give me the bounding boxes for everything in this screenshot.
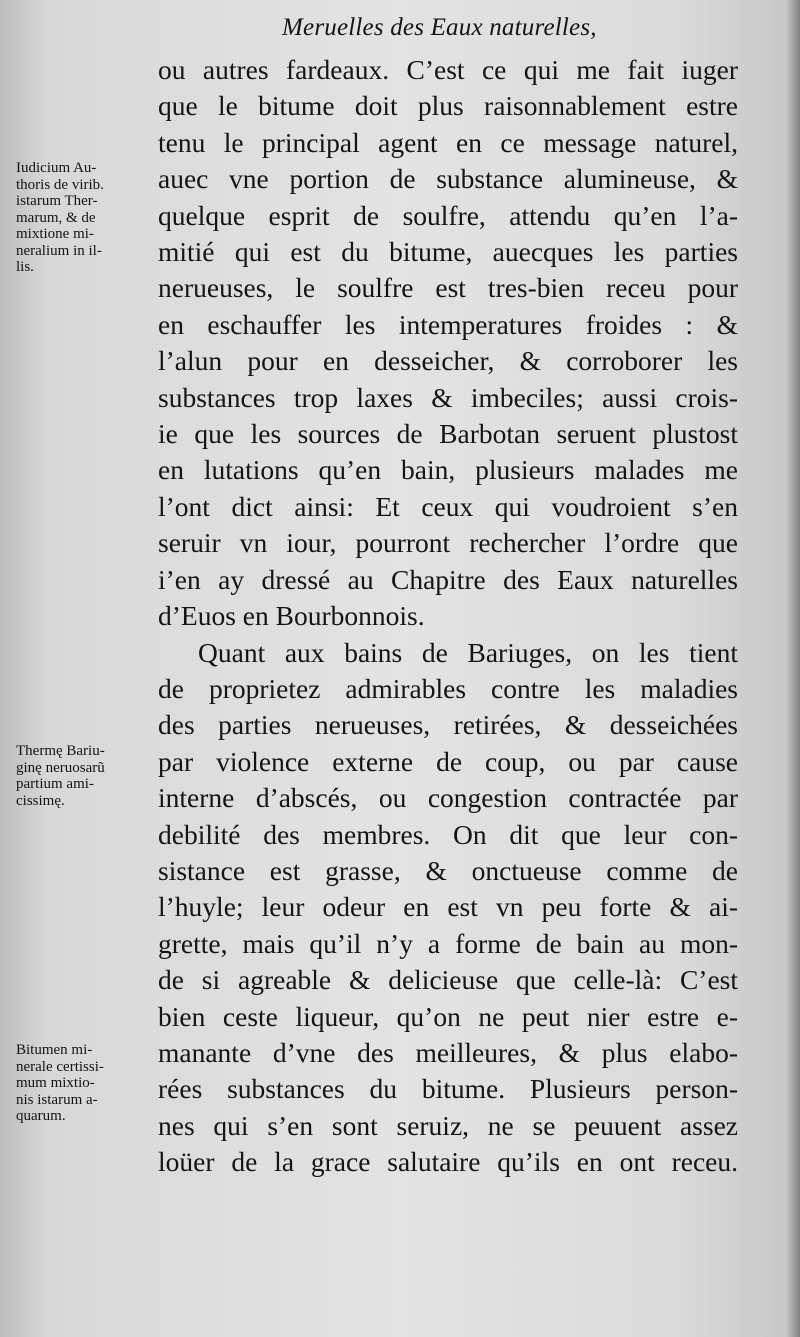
text-line: sistance est grasse, & onctueuse comme de [158, 854, 738, 886]
margin-note-line: lis. [16, 259, 34, 275]
margin-note-line: istarum Ther- [16, 193, 98, 209]
margin-note-thermae [16, 743, 156, 809]
margin-note-line: nerale certissi- [16, 1058, 104, 1075]
margin-note-judgement [16, 160, 156, 276]
text-line: grette, mais qu’il n’y a forme de bain au mon- [158, 927, 738, 959]
text-line: d’Euos en Bourbonnois. [158, 600, 425, 632]
main-text [158, 52, 738, 1181]
text-line: ie que les sources de Barbotan seruent plustost [158, 418, 738, 450]
text-line: seruir vn iour, pourront rechercher l’ordre que [158, 527, 738, 559]
margin-note-line: partium ami- [16, 776, 94, 792]
text-line: quelque esprit de soulfre, attendu qu’en l’a- [158, 199, 738, 231]
running-head: Meruelles des Eaux naturelles, [282, 14, 597, 41]
text-line: i’en ay dressé au Chapitre des Eaux naturelles [158, 563, 738, 595]
text-line: nerueuses, le soulfre est tres-bien receu pour [158, 272, 738, 304]
margin-note-line: ginę neruosarũ [16, 759, 105, 776]
text-line: nes qui s’en sont seruiz, ne se peuuent assez [158, 1109, 738, 1141]
text-line: rées substances du bitume. Plusieurs person- [158, 1073, 738, 1105]
text-line: des parties nerueuses, retirées, & desseichées [158, 709, 738, 741]
text-line: interne d’abscés, ou congestion contractée par [158, 782, 738, 814]
text-line: de proprietez admirables contre les maladies [158, 672, 738, 704]
paragraph-start-line: Quant aux bains de Bariuges, on les tient [198, 636, 738, 668]
text-line: en lutations qu’en bain, plusieurs malades me [158, 454, 738, 486]
text-line: auec vne portion de substance alumineuse, & [158, 163, 738, 195]
text-line: par violence externe de coup, ou par cause [158, 745, 738, 777]
margin-note-line: mum mixtio- [16, 1075, 95, 1091]
margin-note-line: quarum. [16, 1108, 66, 1124]
margin-note-line: Iudicium Au- [16, 160, 97, 176]
text-line: loüer de la grace salutaire qu’ils en ont receu. [158, 1146, 738, 1178]
text-line: l’huyle; leur odeur en est vn peu forte & ai- [158, 891, 738, 923]
margin-note-line: Thermę Bariu- [16, 743, 105, 759]
text-line: en eschauffer les intemperatures froides : & [158, 308, 738, 340]
margin-note-line: marum, & de [16, 209, 96, 226]
text-line: bien ceste liqueur, qu’on ne peut nier estre e- [158, 1000, 738, 1032]
text-line: mitié qui est du bitume, auecques les parties [158, 236, 738, 268]
text-line: ou autres fardeaux. C’est ce qui me fait iuger [158, 54, 738, 85]
text-line: l’ont dict ainsi: Et ceux qui voudroient s’en [158, 490, 738, 522]
margin-note-line: nis istarum a- [16, 1091, 98, 1108]
margin-note-line: thoris de virib. [16, 176, 104, 193]
text-line: debilité des membres. On dit que leur con- [158, 818, 738, 850]
text-line: manante d’vne des meilleures, & plus elabo- [158, 1036, 738, 1068]
text-line: substances trop laxes & imbeciles; aussi crois- [158, 381, 738, 413]
margin-note-line: neralium in il- [16, 242, 102, 259]
text-line: de si agreable & delicieuse que celle-là: C’est [158, 964, 738, 996]
text-line: tenu le principal agent en ce message naturel, [158, 126, 738, 158]
margin-note-line: Bitumen mi- [16, 1042, 93, 1058]
margin-note-line: mixtione mi- [16, 226, 94, 242]
margin-note-line: cissimę. [16, 792, 65, 809]
text-line: l’alun pour en desseicher, & corroborer les [158, 345, 738, 377]
margin-note-bitumen [16, 1042, 156, 1125]
text-line: que le bitume doit plus raisonnablement estre [158, 90, 738, 122]
